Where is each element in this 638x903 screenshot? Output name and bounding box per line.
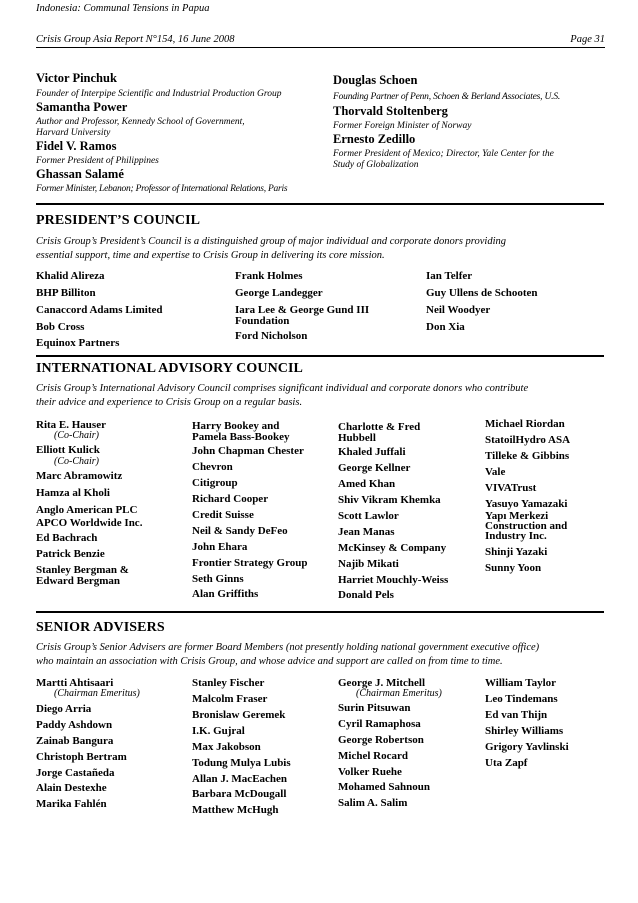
board-member-desc: Former Foreign Minister of Norway — [333, 121, 472, 131]
section-rule — [36, 203, 604, 205]
advisory-council-intro: Crisis Group’s International Advisory Council comprises significant individual and corporate donors who contribute — [36, 383, 529, 394]
adviser-name: William Taylor — [485, 677, 557, 689]
adviser-name: Martti Ahtisaari — [36, 677, 114, 689]
donor-name: Scott Lawlor — [338, 510, 399, 522]
adviser-name: Salim A. Salim — [338, 797, 408, 809]
donor-role: (Co-Chair) — [54, 430, 99, 441]
board-member-desc: Author and Professor, Kennedy School of Government, — [36, 117, 245, 127]
header-report-number: Crisis Group Asia Report N°154, 16 June 2008 — [36, 34, 235, 45]
donor-name: Jean Manas — [338, 526, 395, 538]
advisory-council-title: INTERNATIONAL ADVISORY COUNCIL — [36, 361, 303, 376]
adviser-name: Allan J. MacEachen — [192, 773, 288, 785]
adviser-role: (Chairman Emeritus) — [54, 688, 140, 699]
donor-name: Patrick Benzie — [36, 548, 105, 560]
board-member-desc: Former President of Philippines — [36, 156, 159, 166]
header-rule — [36, 47, 605, 48]
donor-name: Najib Mikati — [338, 558, 399, 570]
adviser-name: Todung Mulya Lubis — [192, 757, 291, 769]
section-rule — [36, 611, 604, 613]
donor-name: Shiv Vikram Khemka — [338, 494, 441, 506]
senior-advisers-title: SENIOR ADVISERS — [36, 620, 165, 635]
adviser-role: (Chairman Emeritus) — [356, 688, 442, 699]
adviser-name: George J. Mitchell — [338, 677, 426, 689]
adviser-name: Alain Destexhe — [36, 782, 107, 794]
donor-name: Khalid Alireza — [36, 270, 105, 282]
board-member-desc: Harvard University — [36, 128, 111, 138]
donor-name: Harriet Mouchly-Weiss — [338, 574, 449, 586]
donor-name: Foundation — [235, 315, 290, 327]
donor-name: Ian Telfer — [426, 270, 473, 282]
donor-name: Pamela Bass-Bookey — [192, 431, 290, 443]
donor-name: John Ehara — [192, 541, 248, 553]
donor-name: Charlotte & Fred — [338, 421, 421, 433]
presidents-council-title: PRESIDENT’S COUNCIL — [36, 213, 201, 228]
donor-name: Credit Suisse — [192, 509, 254, 521]
donor-name: Vale — [485, 466, 506, 478]
board-member-desc: Founding Partner of Penn, Schoen & Berland Associates, U.S. — [333, 92, 561, 102]
donor-name: VIVATrust — [485, 482, 537, 494]
donor-name: Michael Riordan — [485, 418, 565, 430]
adviser-name: Cyril Ramaphosa — [338, 718, 421, 730]
adviser-name: Diego Arria — [36, 703, 92, 715]
donor-name: Stanley Bergman & — [36, 564, 129, 576]
donor-name: Ford Nicholson — [235, 330, 308, 342]
donor-name: Canaccord Adams Limited — [36, 304, 163, 316]
section-rule — [36, 355, 604, 357]
donor-name: Frontier Strategy Group — [192, 557, 308, 569]
adviser-name: Stanley Fischer — [192, 677, 265, 689]
board-member-name: Samantha Power — [36, 100, 128, 114]
board-member-name: Douglas Schoen — [333, 73, 418, 87]
donor-name: Amed Khan — [338, 478, 396, 490]
donor-name: BHP Billiton — [36, 287, 96, 299]
donor-name: Construction and — [485, 520, 568, 532]
donor-name: Harry Bookey and — [192, 420, 280, 432]
presidents-council-intro: essential support, time and expertise to Crisis Group in delivering its core mission. — [36, 250, 385, 261]
donor-name: Chevron — [192, 461, 233, 473]
adviser-name: I.K. Gujral — [192, 725, 245, 737]
donor-name: Alan Griffiths — [192, 588, 259, 600]
donor-name: Donald Pels — [338, 589, 394, 601]
adviser-name: Matthew McHugh — [192, 804, 279, 816]
donor-name: John Chapman Chester — [192, 445, 304, 457]
adviser-name: Jorge Castañeda — [36, 767, 115, 779]
donor-name: Seth Ginns — [192, 573, 244, 585]
adviser-name: Volker Ruehe — [338, 766, 402, 778]
header-report-title: Indonesia: Communal Tensions in Papua — [36, 3, 210, 14]
donor-name: Neil & Sandy DeFeo — [192, 525, 288, 537]
donor-name: Anglo American PLC — [36, 504, 138, 516]
board-member-name: Ghassan Salamé — [36, 167, 124, 181]
board-member-name: Victor Pinchuk — [36, 71, 117, 85]
adviser-name: Marika Fahlén — [36, 798, 107, 810]
donor-name: Edward Bergman — [36, 575, 121, 587]
adviser-name: Zainab Bangura — [36, 735, 114, 747]
adviser-name: Leo Tindemans — [485, 693, 558, 705]
donor-name: Hamza al Kholi — [36, 487, 110, 499]
donor-name: Ed Bachrach — [36, 532, 98, 544]
donor-name: Rita E. Hauser — [36, 419, 106, 431]
donor-name: Iara Lee & George Gund III — [235, 304, 370, 316]
donor-name: StatoilHydro ASA — [485, 434, 571, 446]
donor-name: Sunny Yoon — [485, 562, 542, 574]
adviser-name: Barbara McDougall — [192, 788, 287, 800]
donor-name: Hubbell — [338, 432, 376, 444]
donor-name: Richard Cooper — [192, 493, 269, 505]
board-member-desc: Former President of Mexico; Director, Yale Center for the — [333, 149, 554, 159]
header-page-number: Page 31 — [570, 34, 605, 45]
board-member-name: Fidel V. Ramos — [36, 139, 117, 153]
donor-name: Citigroup — [192, 477, 238, 489]
adviser-name: Mohamed Sahnoun — [338, 781, 431, 793]
donor-name: Yapı Merkezi — [485, 510, 549, 522]
donor-role: (Co-Chair) — [54, 456, 99, 467]
donor-name: Shinji Yazaki — [485, 546, 548, 558]
board-member-desc: Former Minister, Lebanon; Professor of International Relations, Paris — [36, 184, 288, 194]
donor-name: Frank Holmes — [235, 270, 303, 282]
adviser-name: Ed van Thijn — [485, 709, 548, 721]
adviser-name: Uta Zapf — [485, 757, 528, 769]
donor-name: Neil Woodyer — [426, 304, 491, 316]
adviser-name: Bronislaw Geremek — [192, 709, 286, 721]
donor-name: Marc Abramowitz — [36, 470, 123, 482]
donor-name: Tilleke & Gibbins — [485, 450, 570, 462]
board-member-desc: Study of Globalization — [333, 160, 419, 170]
donor-name: Khaled Juffali — [338, 446, 406, 458]
donor-name: Elliott Kulick — [36, 444, 100, 456]
adviser-name: Grigory Yavlinski — [485, 741, 569, 753]
donor-name: Bob Cross — [36, 321, 85, 333]
senior-advisers-intro: Crisis Group’s Senior Advisers are former Board Members (not presently holding national government executive office) — [36, 642, 540, 653]
adviser-name: Max Jakobson — [192, 741, 261, 753]
donor-name: Industry Inc. — [485, 530, 547, 542]
senior-advisers-intro: who maintain an association with Crisis Group, and whose advice and support are called on from time to time. — [36, 656, 503, 667]
donor-name: APCO Worldwide Inc. — [36, 517, 143, 529]
board-member-name: Ernesto Zedillo — [333, 132, 416, 146]
adviser-name: Paddy Ashdown — [36, 719, 113, 731]
adviser-name: Malcolm Fraser — [192, 693, 268, 705]
board-member-desc: Founder of Interpipe Scientific and Industrial Production Group — [36, 89, 282, 99]
donor-name: Yasuyo Yamazaki — [485, 498, 568, 510]
donor-name: Guy Ullens de Schooten — [426, 287, 538, 299]
advisory-council-intro: their advice and experience to Crisis Group on a regular basis. — [36, 397, 303, 408]
donor-name: Equinox Partners — [36, 337, 120, 349]
adviser-name: Michel Rocard — [338, 750, 408, 762]
board-member-name: Thorvald Stoltenberg — [333, 104, 448, 118]
presidents-council-intro: Crisis Group’s President’s Council is a distinguished group of major individual and corporate donors providing — [36, 236, 506, 247]
adviser-name: George Robertson — [338, 734, 424, 746]
adviser-name: Surin Pitsuwan — [338, 702, 411, 714]
donor-name: George Landegger — [235, 287, 323, 299]
donor-name: Don Xia — [426, 321, 465, 333]
adviser-name: Shirley Williams — [485, 725, 564, 737]
donor-name: George Kellner — [338, 462, 411, 474]
adviser-name: Christoph Bertram — [36, 751, 127, 763]
donor-name: McKinsey & Company — [338, 542, 447, 554]
